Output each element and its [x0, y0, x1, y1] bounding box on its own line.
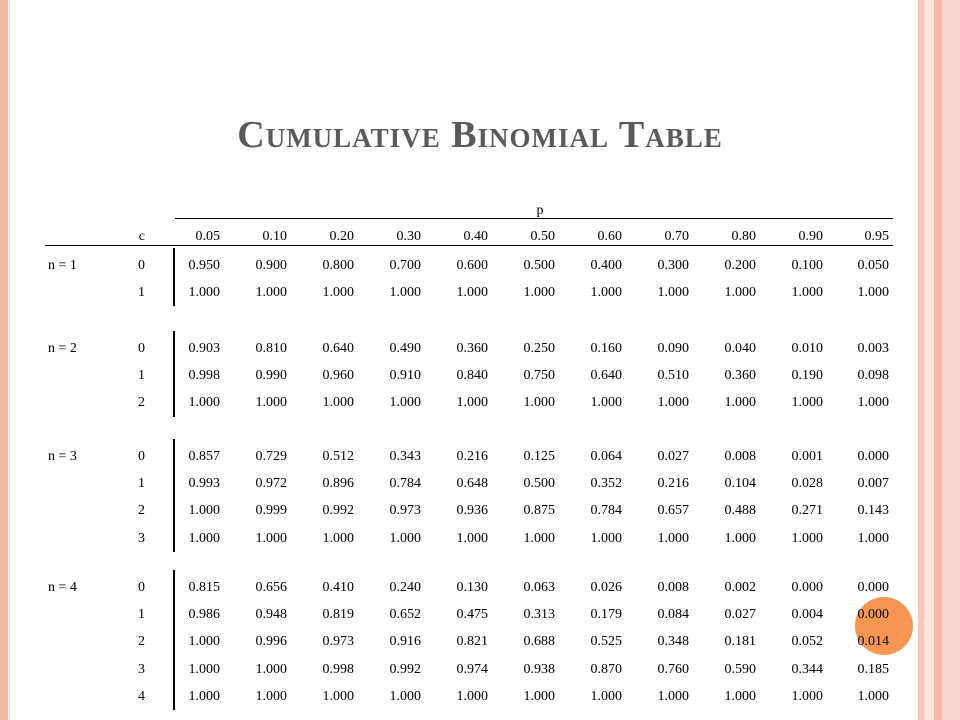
table-cell: 0.896 — [322, 476, 354, 491]
table-cell: 0.973 — [322, 634, 354, 649]
row-c-value: 2 — [138, 634, 145, 649]
table-cell: 0.052 — [791, 634, 823, 649]
table-cell: 0.179 — [590, 607, 622, 622]
table-cell: 1.000 — [657, 395, 689, 410]
table-cell: 0.100 — [791, 258, 823, 273]
p-value-header: 0.50 — [530, 229, 555, 244]
table-cell: 0.216 — [456, 449, 488, 464]
table-cell: 0.028 — [791, 476, 823, 491]
table-cell: 0.652 — [389, 607, 421, 622]
table-cell: 0.760 — [657, 662, 689, 677]
table-cell: 0.084 — [657, 607, 689, 622]
table-cell: 1.000 — [389, 395, 421, 410]
slide-frame-right-outer — [934, 0, 942, 720]
table-cell: 0.999 — [255, 503, 287, 518]
table-cell: 1.000 — [523, 689, 555, 704]
slide-frame-right-edge — [942, 0, 960, 720]
table-cell: 0.870 — [590, 662, 622, 677]
slide-title: Cumulative Binomial Table — [237, 114, 723, 156]
table-cell: 0.819 — [322, 607, 354, 622]
table-cell: 0.938 — [523, 662, 555, 677]
table-cell: 0.240 — [389, 580, 421, 595]
row-c-value: 2 — [138, 503, 145, 518]
table-cell: 0.992 — [322, 503, 354, 518]
table-cell: 0.064 — [590, 449, 622, 464]
table-cell: 1.000 — [791, 395, 823, 410]
table-cell: 0.840 — [456, 368, 488, 383]
table-cell: 0.993 — [188, 476, 220, 491]
table-cell: 0.063 — [523, 580, 555, 595]
table-cell: 0.010 — [791, 341, 823, 356]
table-cell: 1.000 — [857, 285, 889, 300]
table-cell: 0.190 — [791, 368, 823, 383]
table-cell: 0.027 — [657, 449, 689, 464]
table-cell: 0.000 — [791, 580, 823, 595]
table-cell: 0.040 — [724, 341, 756, 356]
table-cell: 1.000 — [255, 531, 287, 546]
table-cell: 1.000 — [657, 689, 689, 704]
table-cell: 1.000 — [724, 395, 756, 410]
table-cell: 1.000 — [590, 395, 622, 410]
table-cell: 1.000 — [389, 689, 421, 704]
table-cell: 1.000 — [857, 531, 889, 546]
c-header: c — [138, 229, 145, 244]
table-cell: 1.000 — [857, 395, 889, 410]
table-cell: 0.352 — [590, 476, 622, 491]
table-cell: 1.000 — [188, 634, 220, 649]
row-c-value: 1 — [138, 368, 145, 383]
table-cell: 0.750 — [523, 368, 555, 383]
table-cell: 1.000 — [456, 285, 488, 300]
row-c-value: 0 — [138, 580, 145, 595]
table-cell: 0.525 — [590, 634, 622, 649]
table-cell: 0.348 — [657, 634, 689, 649]
table-cell: 1.000 — [389, 285, 421, 300]
table-cell: 1.000 — [255, 689, 287, 704]
p-value-header: 0.05 — [195, 229, 220, 244]
table-cell: 0.050 — [857, 258, 889, 273]
group-label: n = 1 — [48, 258, 77, 273]
table-cell: 0.410 — [322, 580, 354, 595]
table-cell: 0.475 — [456, 607, 488, 622]
group-label: n = 3 — [48, 449, 77, 464]
table-cell: 0.590 — [724, 662, 756, 677]
slide-frame-left — [0, 0, 8, 720]
table-cell: 0.972 — [255, 476, 287, 491]
table-cell: 0.600 — [456, 258, 488, 273]
p-value-header: 0.10 — [262, 229, 287, 244]
p-header: p — [536, 203, 544, 218]
row-c-value: 3 — [138, 531, 145, 546]
table-cell: 1.000 — [590, 689, 622, 704]
table-cell: 0.216 — [657, 476, 689, 491]
table-cell: 0.027 — [724, 607, 756, 622]
table-cell: 1.000 — [456, 531, 488, 546]
table-cell: 1.000 — [857, 689, 889, 704]
table-cell: 1.000 — [456, 395, 488, 410]
table-cell: 0.996 — [255, 634, 287, 649]
table-cell: 0.821 — [456, 634, 488, 649]
group-divider-line — [173, 570, 175, 710]
table-cell: 0.007 — [857, 476, 889, 491]
table-cell: 0.181 — [724, 634, 756, 649]
table-cell: 1.000 — [724, 531, 756, 546]
table-cell: 1.000 — [255, 285, 287, 300]
row-c-value: 0 — [138, 341, 145, 356]
table-cell: 1.000 — [188, 531, 220, 546]
table-cell: 0.360 — [724, 368, 756, 383]
table-cell: 0.875 — [523, 503, 555, 518]
table-cell: 1.000 — [523, 531, 555, 546]
p-header-rule — [175, 218, 893, 219]
row-c-value: 2 — [138, 395, 145, 410]
table-cell: 1.000 — [322, 531, 354, 546]
table-cell: 0.960 — [322, 368, 354, 383]
group-label: n = 4 — [48, 580, 77, 595]
table-cell: 1.000 — [657, 531, 689, 546]
table-cell: 0.948 — [255, 607, 287, 622]
row-c-value: 4 — [138, 689, 145, 704]
table-cell: 1.000 — [590, 285, 622, 300]
header-bottom-rule — [45, 245, 893, 246]
table-cell: 0.104 — [724, 476, 756, 491]
table-cell: 0.688 — [523, 634, 555, 649]
group-divider-line — [173, 248, 175, 306]
table-cell: 0.014 — [857, 634, 889, 649]
table-cell: 0.300 — [657, 258, 689, 273]
table-cell: 1.000 — [255, 662, 287, 677]
table-cell: 0.488 — [724, 503, 756, 518]
table-cell: 0.998 — [322, 662, 354, 677]
table-cell: 0.510 — [657, 368, 689, 383]
row-c-value: 0 — [138, 258, 145, 273]
table-cell: 0.026 — [590, 580, 622, 595]
table-cell: 0.815 — [188, 580, 220, 595]
table-cell: 0.950 — [188, 258, 220, 273]
table-cell: 1.000 — [590, 531, 622, 546]
table-cell: 0.784 — [389, 476, 421, 491]
table-cell: 0.512 — [322, 449, 354, 464]
table-cell: 0.657 — [657, 503, 689, 518]
table-cell: 0.098 — [857, 368, 889, 383]
row-c-value: 3 — [138, 662, 145, 677]
table-cell: 1.000 — [791, 285, 823, 300]
row-c-value: 1 — [138, 285, 145, 300]
table-cell: 0.936 — [456, 503, 488, 518]
table-cell: 0.998 — [188, 368, 220, 383]
table-cell: 0.857 — [188, 449, 220, 464]
table-cell: 1.000 — [791, 689, 823, 704]
table-cell: 1.000 — [791, 531, 823, 546]
group-divider-line — [173, 331, 175, 417]
table-cell: 0.900 — [255, 258, 287, 273]
table-cell: 0.004 — [791, 607, 823, 622]
table-cell: 1.000 — [456, 689, 488, 704]
table-cell: 1.000 — [657, 285, 689, 300]
table-cell: 0.002 — [724, 580, 756, 595]
table-cell: 0.800 — [322, 258, 354, 273]
table-cell: 0.160 — [590, 341, 622, 356]
table-cell: 1.000 — [724, 285, 756, 300]
table-cell: 0.700 — [389, 258, 421, 273]
table-cell: 0.000 — [857, 607, 889, 622]
table-cell: 0.343 — [389, 449, 421, 464]
table-cell: 0.000 — [857, 580, 889, 595]
group-label: n = 2 — [48, 341, 77, 356]
table-cell: 0.008 — [657, 580, 689, 595]
table-cell: 0.500 — [523, 476, 555, 491]
table-cell: 0.200 — [724, 258, 756, 273]
table-cell: 0.090 — [657, 341, 689, 356]
table-cell: 0.810 — [255, 341, 287, 356]
table-cell: 0.008 — [724, 449, 756, 464]
table-cell: 1.000 — [523, 395, 555, 410]
table-cell: 0.490 — [389, 341, 421, 356]
p-value-header: 0.95 — [864, 229, 889, 244]
table-cell: 0.992 — [389, 662, 421, 677]
table-cell: 1.000 — [322, 395, 354, 410]
table-cell: 0.125 — [523, 449, 555, 464]
table-cell: 0.271 — [791, 503, 823, 518]
table-cell: 0.250 — [523, 341, 555, 356]
p-value-header: 0.80 — [731, 229, 756, 244]
table-cell: 1.000 — [322, 285, 354, 300]
table-cell: 1.000 — [188, 689, 220, 704]
p-value-header: 0.40 — [463, 229, 488, 244]
table-cell: 0.648 — [456, 476, 488, 491]
table-cell: 0.974 — [456, 662, 488, 677]
table-cell: 0.500 — [523, 258, 555, 273]
table-cell: 1.000 — [255, 395, 287, 410]
slide-frame-right-gap — [924, 0, 934, 720]
table-cell: 0.910 — [389, 368, 421, 383]
table-cell: 0.640 — [590, 368, 622, 383]
row-c-value: 1 — [138, 607, 145, 622]
table-cell: 1.000 — [389, 531, 421, 546]
table-cell: 0.784 — [590, 503, 622, 518]
table-cell: 0.360 — [456, 341, 488, 356]
table-cell: 0.729 — [255, 449, 287, 464]
row-c-value: 1 — [138, 476, 145, 491]
table-cell: 0.001 — [791, 449, 823, 464]
table-cell: 0.990 — [255, 368, 287, 383]
table-cell: 0.903 — [188, 341, 220, 356]
table-cell: 0.313 — [523, 607, 555, 622]
table-cell: 0.640 — [322, 341, 354, 356]
table-cell: 0.916 — [389, 634, 421, 649]
table-cell: 1.000 — [724, 689, 756, 704]
table-cell: 0.986 — [188, 607, 220, 622]
table-cell: 1.000 — [188, 285, 220, 300]
group-divider-line — [173, 439, 175, 552]
table-cell: 0.000 — [857, 449, 889, 464]
table-cell: 1.000 — [188, 662, 220, 677]
row-c-value: 0 — [138, 449, 145, 464]
slide-frame-left-line — [9, 0, 10, 720]
table-cell: 1.000 — [188, 503, 220, 518]
table-cell: 0.143 — [857, 503, 889, 518]
table-cell: 0.973 — [389, 503, 421, 518]
table-cell: 0.400 — [590, 258, 622, 273]
p-value-header: 0.30 — [396, 229, 421, 244]
p-value-header: 0.70 — [664, 229, 689, 244]
p-value-header: 0.20 — [329, 229, 354, 244]
table-cell: 0.185 — [857, 662, 889, 677]
p-value-header: 0.90 — [798, 229, 823, 244]
table-cell: 1.000 — [523, 285, 555, 300]
table-cell: 0.344 — [791, 662, 823, 677]
table-cell: 1.000 — [322, 689, 354, 704]
table-cell: 0.003 — [857, 341, 889, 356]
table-cell: 0.656 — [255, 580, 287, 595]
table-cell: 1.000 — [188, 395, 220, 410]
table-cell: 0.130 — [456, 580, 488, 595]
p-value-header: 0.60 — [597, 229, 622, 244]
